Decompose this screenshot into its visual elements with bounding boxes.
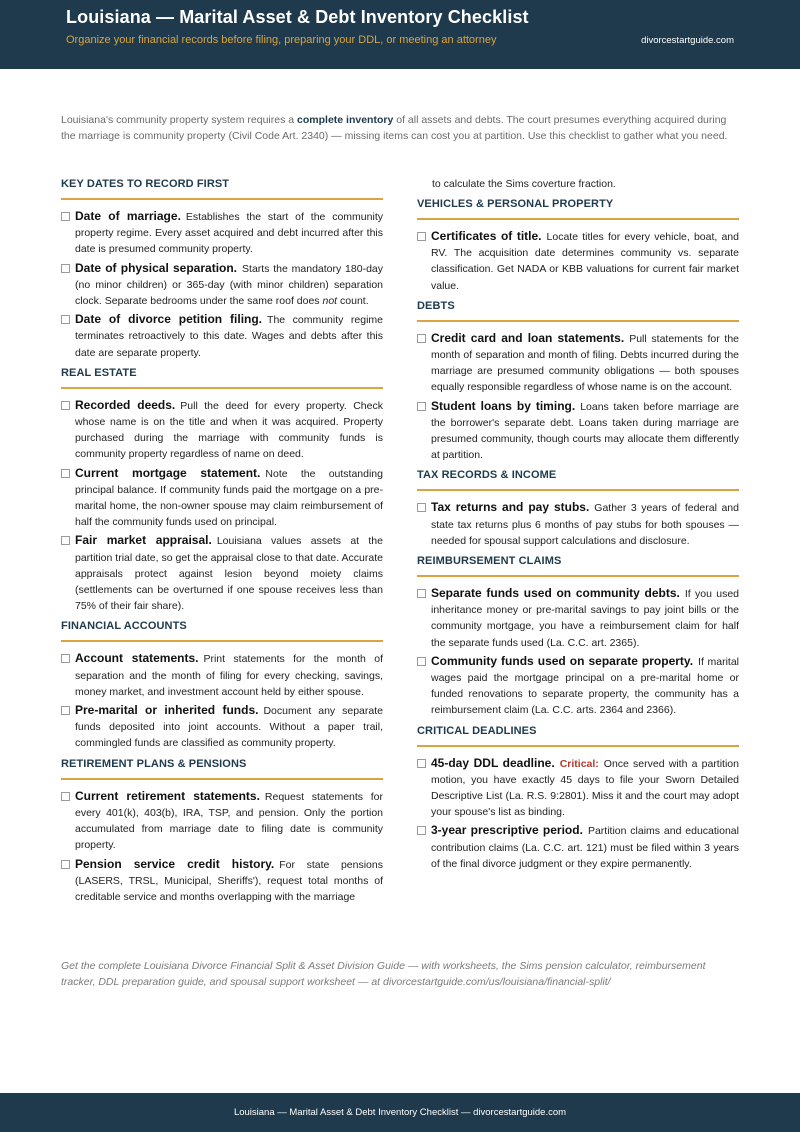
item-title: Recorded deeds. (75, 397, 176, 412)
section-title-real-estate: REAL ESTATE (61, 367, 383, 389)
intro-bold: complete inventory (297, 114, 394, 126)
item-title: Current retirement statements. (75, 788, 260, 803)
section-title-key-dates: KEY DATES TO RECORD FIRST (61, 178, 383, 200)
checklist-item (417, 398, 739, 464)
item-text: Starts the mandatory 180-day (no minor children) or 365-day (with minor children) separation clock. Separate bedrooms under the same roof does (75, 262, 383, 308)
checklist-item (417, 822, 739, 872)
item-text: Locate titles for every vehicle, boat, and RV. The acquisition date determines community vs. separate classification. Get NADA or KBB valuations for current fair market value. (431, 231, 739, 292)
checklist-item (61, 260, 383, 310)
item-continuation: to calculate the Sims coverture fraction. (432, 178, 616, 190)
item-title: Separate funds used on community debts. (431, 586, 680, 601)
checklist-item (61, 532, 383, 614)
checklist-item (61, 397, 383, 463)
footer-bar-text: Louisiana — Marital Asset & Debt Inventory Checklist — divorcestartguide.com (233, 1107, 567, 1118)
checklist-item (417, 330, 739, 396)
checkbox[interactable] (417, 759, 426, 768)
right-column (417, 178, 739, 874)
critical-label: Critical: (559, 757, 599, 770)
item-title: Fair market appraisal. (75, 533, 212, 548)
item-text: Pull the deed for every property. Check whose name is on the title and when it was acquired. Property purchased during the marriage with community funds is community property regardless of name on deed. (75, 399, 383, 461)
checkbox[interactable] (61, 706, 70, 715)
item-text: Louisiana values assets at the partition trial date, so get the appraisal close to that date. Accurate appraisals protect against lesion beyond moiety claims (settlements can be overturned if one spouse receives less than 75% of their fair share). (75, 535, 383, 613)
item-text: The community regime terminates retroactively to this date. Wages and debts after this date are separate property. (75, 314, 383, 359)
intro-paragraph (61, 112, 740, 144)
item-title: Tax returns and pay stubs. (431, 500, 590, 515)
item-title: Current mortgage statement. (75, 465, 261, 480)
section-title-debts: DEBTS (417, 300, 739, 322)
item-title: Date of physical separation. (75, 260, 238, 275)
checkbox[interactable] (61, 792, 70, 801)
footer-bar (0, 1093, 800, 1132)
checkbox[interactable] (417, 232, 426, 241)
section-title-retirement: RETIREMENT PLANS & PENSIONS (61, 758, 383, 780)
section-title-tax: TAX RECORDS & INCOME (417, 469, 739, 491)
item-text: count. (337, 295, 369, 308)
item-text: Document any separate funds deposited into joint accounts. Without a paper trail, commingled funds are classified as community property. (75, 705, 383, 750)
checklist-item (417, 653, 739, 719)
checkbox[interactable] (417, 589, 426, 598)
left-column (61, 178, 383, 907)
checkbox[interactable] (417, 826, 426, 835)
section-title-financial: FINANCIAL ACCOUNTS (61, 620, 383, 642)
item-text: Loans taken before marriage are the borrower's separate debt. Loans taken during marriage are presumed community, though courts may allocate them differently at partition. (431, 400, 739, 462)
item-title: Date of marriage. (75, 209, 181, 223)
checklist-item (417, 228, 739, 294)
intro-text-2: of all assets and debts. The court presumes everything acquired during the marriage is community property (Civil Code Art. 2340) — missing items can cost you at partition. Use this checklist to gather what you need. (61, 114, 728, 142)
item-text: Establishes the start of the community property regime. Every asset acquired and debt incurred after this date is presumed community property. (75, 211, 383, 256)
item-title: Community funds used on separate property. (431, 653, 694, 668)
checkbox[interactable] (61, 401, 70, 410)
checklist-item (417, 499, 739, 549)
item-title: Account statements. (75, 651, 199, 666)
checklist-item (61, 788, 383, 854)
item-text: Once served with a partition motion, you have exactly 45 days to file your Sworn Detailed Descriptive List (La. R.S. 9:2801). Miss it and the court may adopt your spouse's list as binding. (431, 757, 739, 819)
intro-text-1: Louisiana's community property system requires a (61, 114, 298, 126)
checklist-item (417, 755, 739, 821)
checklist-item (61, 208, 383, 258)
section-title-vehicles: VEHICLES & PERSONAL PROPERTY (417, 198, 739, 220)
item-text: Print statements for the month of separation and the month of filing for every checking, savings, money market, and investment account held by either spouse. (75, 653, 383, 698)
item-title: Pension service credit history. (75, 856, 275, 871)
checkbox[interactable] (61, 469, 70, 478)
checkbox[interactable] (61, 536, 70, 545)
section-title-reimbursement: REIMBURSEMENT CLAIMS (417, 555, 739, 577)
checklist-item (61, 856, 383, 906)
checklist-item (61, 702, 383, 752)
page-subtitle: Organize your financial records before filing, preparing your DDL, or meeting an attorney (66, 34, 497, 46)
checkbox[interactable] (61, 264, 70, 273)
checkbox[interactable] (61, 212, 70, 221)
checkbox[interactable] (417, 402, 426, 411)
item-title: Pre-marital or inherited funds. (75, 703, 259, 718)
item-text: Note the outstanding principal balance. If community funds paid the mortgage on a pre-marital home, the non-owner spouse may claim reimbursement of half the community funds used on principal. (75, 467, 383, 529)
section-title-deadlines: CRITICAL DEADLINES (417, 725, 739, 747)
item-text: If marital wages paid the mortgage principal on a pre-marital home or funded renovations to separate property, the community has a reimbursement claim (La. C.C. arts. 2364 and 2366). (431, 655, 739, 717)
page-header (0, 0, 800, 69)
checklist-item (61, 311, 383, 361)
checkbox[interactable] (61, 654, 70, 663)
item-text: Pull statements for the month of separation and month of filing. Debts incurred during the marriage are presumed community obligations — both spouses equally responsible regardless of whose name is on the account. (431, 332, 740, 394)
item-emphasis: not (322, 295, 338, 308)
page-title: Louisiana — Marital Asset & Debt Inventory Checklist (66, 7, 529, 27)
item-text: For state pensions (LASERS, TRSL, Municipal, Sheriffs'), request total months of creditable service and months overlapping with the marriage (75, 858, 383, 903)
checklist-item (61, 650, 383, 700)
checklist-item (417, 585, 739, 651)
footer-note: Get the complete Louisiana Divorce Financial Split & Asset Division Guide — with worksheets, the Sims pension calculator, reimbursement tracker, DDL preparation guide, and spousal support worksheet — at divorcestartguide.com/us/louisiana/financial-split/ (61, 960, 706, 988)
item-text: If you used inheritance money or pre-marital savings to pay joint bills or the community mortgage, you have a reimbursement claim for half the separate funds used (La. C.C. art. 2365). (431, 588, 739, 649)
item-text: Request statements for every 401(k), 403(b), IRA, TSP, and pension. Only the portion accumulated from marriage date to filing date is community property. (75, 790, 383, 852)
item-title: Credit card and loan statements. (431, 330, 625, 345)
checkbox[interactable] (417, 503, 426, 512)
item-title: Student loans by timing. (431, 398, 576, 413)
site-name: divorcestartguide.com (641, 35, 734, 46)
item-text: Partition claims and educational contribution claims (La. C.C. art. 121) must be filed within 3 years of the final divorce judgment or they expire permanently. (431, 825, 739, 870)
item-title: Date of divorce petition filing. (75, 312, 263, 327)
item-title: Certificates of title. (431, 229, 542, 243)
checkbox[interactable] (417, 334, 426, 343)
checkbox[interactable] (417, 657, 426, 666)
checkbox[interactable] (61, 860, 70, 869)
checklist-item (61, 465, 383, 531)
checkbox[interactable] (61, 315, 70, 324)
item-text: Gather 3 years of federal and state tax returns plus 6 months of pay stubs for both spouses — needed for spousal support calculations and disclosure. (431, 502, 739, 547)
item-title: 3-year prescriptive period. (431, 823, 583, 838)
item-title: 45-day DDL deadline. (431, 755, 555, 770)
